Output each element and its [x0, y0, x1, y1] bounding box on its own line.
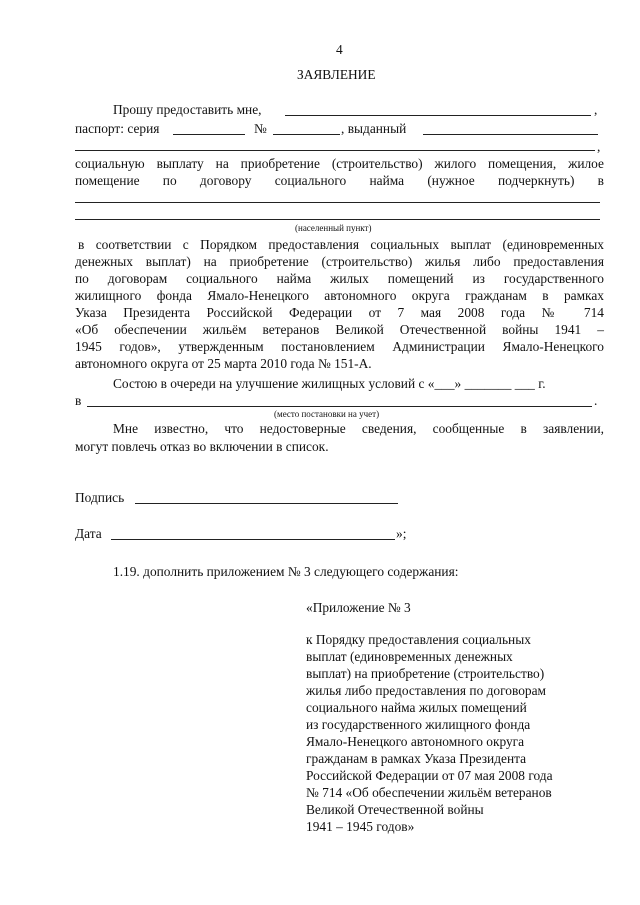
- date-label: Дата: [75, 526, 102, 541]
- passport-label: паспорт: серия: [75, 121, 160, 136]
- paragraph-line-7: 1945 годов», утвержденным постановлением Администрации Ямало-Ненецкого: [75, 339, 604, 354]
- comma-1: ,: [594, 102, 598, 117]
- queue-place-line: [87, 406, 592, 407]
- signature-line[interactable]: [135, 503, 398, 504]
- warning-line-1: Мне известно, что недостоверные сведения, сообщенные в заявлении,: [113, 421, 604, 436]
- queue-end-dot: .: [594, 393, 598, 408]
- date-line[interactable]: [111, 539, 395, 540]
- request-line-4: помещение по договору социального найма (нужное подчеркнуть) в: [75, 173, 604, 188]
- number-blank-line: [273, 134, 340, 135]
- signature-label: Подпись: [75, 490, 125, 505]
- date-end: »;: [396, 526, 407, 541]
- series-blank-line: [173, 134, 245, 135]
- appendix-line: Великой Отечественной войны: [306, 802, 484, 817]
- number-sign: №: [254, 121, 267, 136]
- appendix-line: Ямало-Ненецкого автономного округа: [306, 734, 525, 749]
- issued-blank-line: [423, 134, 598, 135]
- full-blank-line-1: [75, 150, 595, 151]
- appendix-title: «Приложение № 3: [306, 600, 411, 615]
- page-number: 4: [336, 42, 343, 57]
- queue-text: Состою в очереди на улучшение жилищных условий с «___» _______ ___ г.: [113, 376, 546, 391]
- paragraph-line-5: Указа Президента Российской Федерации от 7 мая 2008 года № 714: [75, 305, 604, 320]
- appendix-line: из государственного жилищного фонда: [306, 717, 531, 732]
- comma-2: ,: [597, 139, 601, 154]
- paragraph-line-3: по договорам социального найма жилых помещений из государственного: [75, 271, 604, 286]
- request-line-3: социальную выплату на приобретение (строительство) жилого помещения, жилое: [75, 156, 604, 171]
- page-title: ЗАЯВЛЕНИЕ: [297, 67, 376, 82]
- settlement-caption: (населенный пункт): [295, 223, 372, 233]
- appendix-line: к Порядку предоставления социальных: [306, 632, 531, 647]
- paragraph-line-6: «Об обеспечении жильём ветеранов Великой Отечественной войны 1941 –: [75, 322, 604, 337]
- paragraph-line-8: автономного округа от 25 марта 2010 года № 151-А.: [75, 356, 372, 371]
- appendix-line: Российской Федерации от 07 мая 2008 года: [306, 768, 553, 783]
- appendix-line: № 714 «Об обеспечении жильём ветеранов: [306, 785, 552, 800]
- request-prefix: Прошу предоставить мне,: [113, 102, 262, 117]
- amendment-text: 1.19. дополнить приложением № 3 следующего содержания:: [113, 564, 459, 579]
- queue-prefix-v: в: [75, 393, 82, 408]
- appendix-line: гражданам в рамках Указа Президента: [306, 751, 527, 766]
- appendix-line: социального найма жилых помещений: [306, 700, 527, 715]
- paragraph-line-2: денежных выплат) на приобретение (строительство) жилья либо предоставления: [75, 254, 604, 269]
- paragraph-line-1: в соответствии с Порядком предоставления социальных выплат (единовременных: [78, 237, 604, 252]
- paragraph-line-4: жилищного фонда Ямало-Ненецкого автономного округа гражданам в рамках: [75, 288, 604, 303]
- settlement-blank-line-1: [75, 202, 600, 203]
- appendix-line: жилья либо предоставления по договорам: [306, 683, 547, 698]
- appendix-line: 1941 – 1945 годов»: [306, 819, 415, 834]
- appendix-block: [306, 631, 606, 835]
- name-blank-line: [285, 115, 591, 116]
- appendix-line: выплат) на приобретение (строительство): [306, 666, 545, 681]
- warning-line-2: могут повлечь отказ во включении в список.: [75, 439, 329, 454]
- issued-label: , выданный: [341, 121, 407, 136]
- appendix-line: выплат (единовременных денежных: [306, 649, 513, 664]
- settlement-blank-line-2: [75, 219, 600, 220]
- queue-caption: (место постановки на учет): [274, 409, 380, 419]
